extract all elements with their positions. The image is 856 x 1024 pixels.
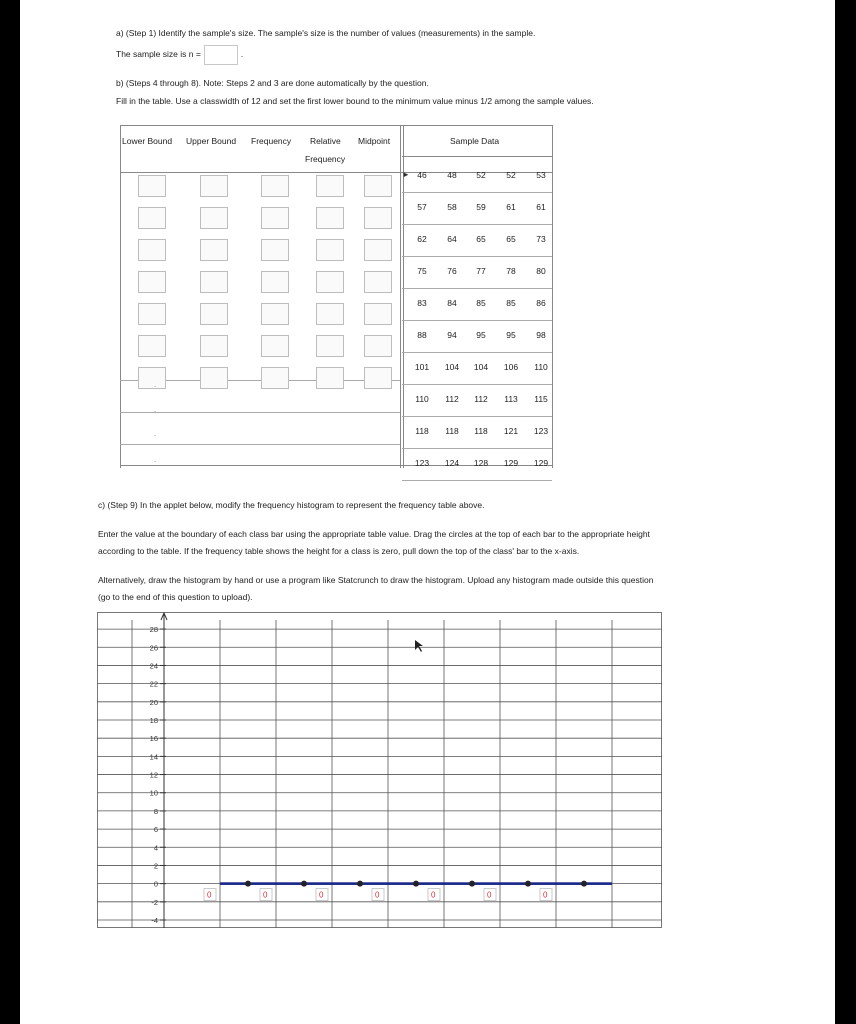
frequency-input[interactable] xyxy=(261,207,289,229)
empty-row-dot: . xyxy=(154,455,157,464)
sample-value: 65 xyxy=(506,234,516,244)
plot-frame xyxy=(98,613,662,928)
row-line xyxy=(120,412,400,413)
sample-value: 118 xyxy=(445,426,459,436)
lower-bound-input[interactable] xyxy=(138,303,166,325)
sample-value: 123 xyxy=(414,458,430,468)
sample-value: 113 xyxy=(504,394,518,404)
bar-height-handle[interactable] xyxy=(525,881,531,887)
sample-header-line xyxy=(402,156,552,157)
sample-value: 104 xyxy=(473,362,489,372)
upper-bound-input[interactable] xyxy=(200,303,228,325)
sample-value: 48 xyxy=(447,170,457,180)
sample-value: 98 xyxy=(536,330,546,340)
boundary-value: 0 xyxy=(487,890,492,900)
sample-value: 58 xyxy=(447,202,457,212)
sample-value: 76 xyxy=(447,266,457,276)
table-divider-line xyxy=(400,125,401,468)
bar-height-handle[interactable] xyxy=(581,881,587,887)
sample-value: 110 xyxy=(415,394,429,404)
sample-value: 46 xyxy=(417,170,427,180)
part-b-instruction: Fill in the table. Use a classwidth of 12 and set the first lower bound to the minimum value minus 1/2 among the sample values. xyxy=(116,96,594,106)
frequency-input[interactable] xyxy=(261,239,289,261)
part-a-instruction: a) (Step 1) Identify the sample's size. The sample's size is the number of values (measurements) in the sample. xyxy=(116,28,536,38)
relative-frequency-input[interactable] xyxy=(316,239,344,261)
y-tick-label: 0 xyxy=(153,879,158,889)
sample-row-line xyxy=(402,288,552,289)
y-tick-label: 2 xyxy=(153,861,158,871)
sample-value: 129 xyxy=(533,458,549,468)
midpoint-input[interactable] xyxy=(364,175,392,197)
y-tick-label: -2 xyxy=(151,897,158,907)
sample-value: 95 xyxy=(476,330,486,340)
sample-value: 53 xyxy=(536,170,546,180)
sample-value: 121 xyxy=(503,426,519,436)
header-midpoint: Midpoint xyxy=(358,136,391,146)
sample-value: 86 xyxy=(536,298,546,308)
y-tick-label: 24 xyxy=(149,661,158,671)
boundary-value: 0 xyxy=(431,890,436,900)
sample-value: 112 xyxy=(474,394,488,404)
sample-value: 95 xyxy=(506,330,516,340)
bar-height-handle[interactable] xyxy=(301,881,307,887)
lower-bound-input[interactable] xyxy=(138,207,166,229)
sample-value: 112 xyxy=(445,394,459,404)
midpoint-input[interactable] xyxy=(364,239,392,261)
sample-value: 128 xyxy=(473,458,489,468)
sample-size-label: The sample size is n = xyxy=(116,49,201,59)
sample-value: 124 xyxy=(444,458,460,468)
header-sample-data: Sample Data xyxy=(450,136,500,146)
sample-row-line xyxy=(402,480,552,481)
sample-value: 106 xyxy=(503,362,519,372)
midpoint-input[interactable] xyxy=(364,207,392,229)
lower-bound-input[interactable] xyxy=(138,239,166,261)
sample-value: 80 xyxy=(536,266,546,276)
y-tick-label: 6 xyxy=(153,825,158,835)
sample-size-input[interactable] xyxy=(204,45,238,65)
upper-bound-input[interactable] xyxy=(200,367,228,389)
lower-bound-input[interactable] xyxy=(138,175,166,197)
lower-bound-input[interactable] xyxy=(138,335,166,357)
part-c-line-5: (go to the end of this question to upload). xyxy=(98,592,253,602)
y-tick-label: -4 xyxy=(151,916,158,925)
midpoint-input[interactable] xyxy=(364,271,392,293)
sample-value: 83 xyxy=(417,298,427,308)
sample-value: 75 xyxy=(417,266,427,276)
y-tick-label: 26 xyxy=(149,643,158,653)
sample-value: 62 xyxy=(417,234,427,244)
sample-row-line xyxy=(402,192,552,193)
upper-bound-input[interactable] xyxy=(200,239,228,261)
boundary-value: 0 xyxy=(207,890,212,900)
sample-row-line xyxy=(402,384,552,385)
y-tick-label: 22 xyxy=(149,679,158,689)
frequency-table xyxy=(120,122,553,468)
header-lower-bound: Lower Bound xyxy=(122,136,173,146)
y-tick-label: 8 xyxy=(153,806,158,816)
table-left-line xyxy=(120,125,121,468)
upper-bound-input[interactable] xyxy=(200,335,228,357)
header-relative-frequency: Frequency xyxy=(305,154,346,164)
relative-frequency-input[interactable] xyxy=(316,207,344,229)
sample-value: 94 xyxy=(447,330,457,340)
frequency-input[interactable] xyxy=(261,175,289,197)
sample-value: 85 xyxy=(506,298,516,308)
part-c-instruction: c) (Step 9) In the applet below, modify the frequency histogram to represent the frequency table above. xyxy=(98,500,485,510)
empty-row-dot: . xyxy=(154,429,157,438)
part-b-note: b) (Steps 4 through 8). Note: Steps 2 and 3 are done automatically by the question. xyxy=(116,78,429,88)
sample-value: 61 xyxy=(536,202,546,212)
cursor-arrow-icon: ► xyxy=(402,170,410,179)
sample-value: 65 xyxy=(476,234,486,244)
midpoint-input[interactable] xyxy=(364,303,392,325)
sample-value: 115 xyxy=(534,394,548,404)
y-tick-label: 16 xyxy=(149,734,158,744)
sample-row-line xyxy=(402,416,552,417)
sample-value: 59 xyxy=(476,202,486,212)
sample-value: 84 xyxy=(447,298,457,308)
sample-row-line xyxy=(402,256,552,257)
bar-height-handle[interactable] xyxy=(413,881,419,887)
lower-bound-input[interactable] xyxy=(138,271,166,293)
boundary-value: 0 xyxy=(319,890,324,900)
part-c-line-3: according to the table. If the frequency table shows the height for a class is zero, pull down the top of the class' bar to the x-axis. xyxy=(98,546,580,556)
y-tick-label: 12 xyxy=(149,770,158,780)
upper-bound-input[interactable] xyxy=(200,175,228,197)
bar-height-handle[interactable] xyxy=(245,881,251,887)
part-c-line-2: Enter the value at the boundary of each class bar using the appropriate table value. Drag the circles at the top of each bar to the appropriate height xyxy=(98,529,650,539)
midpoint-input[interactable] xyxy=(364,367,392,389)
histogram-applet[interactable] xyxy=(97,612,662,928)
sample-row-line xyxy=(402,448,552,449)
sample-value: 57 xyxy=(417,202,427,212)
relative-frequency-input[interactable] xyxy=(316,175,344,197)
relative-frequency-input[interactable] xyxy=(316,335,344,357)
sample-value: 110 xyxy=(534,362,548,372)
sample-value: 85 xyxy=(476,298,486,308)
row-line xyxy=(120,444,400,445)
frequency-input[interactable] xyxy=(261,335,289,357)
bar-height-handle[interactable] xyxy=(469,881,475,887)
sample-value: 73 xyxy=(536,234,546,244)
frequency-input[interactable] xyxy=(261,367,289,389)
y-tick-label: 10 xyxy=(149,788,158,798)
relative-frequency-input[interactable] xyxy=(316,271,344,293)
part-c-line-4: Alternatively, draw the histogram by hand or use a program like Statcrunch to draw the histogram. Upload any histogram made outside this question xyxy=(98,575,654,585)
y-tick-label: 18 xyxy=(149,716,158,725)
sample-row-line xyxy=(402,352,552,353)
sample-value: 52 xyxy=(506,170,516,180)
sample-row-line xyxy=(402,320,552,321)
table-top-line xyxy=(120,125,553,126)
upper-bound-input[interactable] xyxy=(200,207,228,229)
midpoint-input[interactable] xyxy=(364,335,392,357)
empty-row-dot: . xyxy=(154,380,157,389)
header-relative: Relative xyxy=(310,136,341,146)
sample-value: 64 xyxy=(447,234,457,244)
boundary-value: 0 xyxy=(543,890,548,900)
header-upper-bound: Upper Bound xyxy=(186,136,237,146)
y-tick-label: 20 xyxy=(149,697,158,707)
y-tick-label: 14 xyxy=(149,752,158,762)
relative-frequency-input[interactable] xyxy=(316,303,344,325)
sample-value: 88 xyxy=(417,330,427,340)
sample-value: 61 xyxy=(506,202,516,212)
bar-height-handle[interactable] xyxy=(357,881,363,887)
y-tick-label: 4 xyxy=(153,843,158,853)
sample-value: 101 xyxy=(414,362,430,372)
sample-value: 123 xyxy=(533,426,549,436)
boundary-value: 0 xyxy=(263,890,268,900)
sample-value: 104 xyxy=(444,362,460,372)
sample-value: 52 xyxy=(476,170,486,180)
upper-bound-input[interactable] xyxy=(200,271,228,293)
sample-value: 78 xyxy=(506,266,516,276)
relative-frequency-input[interactable] xyxy=(316,367,344,389)
sample-value: 77 xyxy=(476,266,486,276)
frequency-input[interactable] xyxy=(261,303,289,325)
sample-value: 129 xyxy=(503,458,519,468)
lower-bound-input[interactable] xyxy=(138,367,166,389)
sample-size-line xyxy=(116,44,243,65)
sample-size-period: . xyxy=(240,49,244,59)
boundary-value: 0 xyxy=(375,890,380,900)
y-tick-label: 28 xyxy=(149,625,158,635)
worksheet-page xyxy=(20,0,835,1024)
empty-row-dot: . xyxy=(154,405,157,414)
histogram-chart[interactable] xyxy=(97,612,662,928)
frequency-input[interactable] xyxy=(261,271,289,293)
header-frequency: Frequency xyxy=(251,136,292,146)
sample-value: 118 xyxy=(474,426,488,436)
sample-value: 118 xyxy=(415,426,429,436)
sample-row-line xyxy=(402,224,552,225)
